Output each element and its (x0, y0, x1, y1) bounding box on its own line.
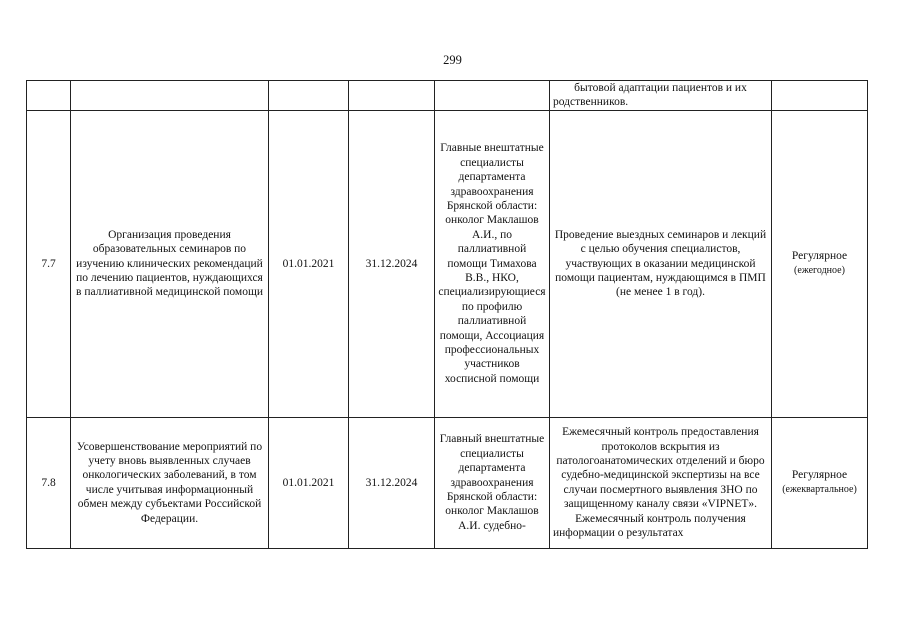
periodicity-note: (ежегодное) (794, 264, 845, 276)
action-plan-table (26, 80, 868, 549)
row-number-cell (27, 81, 71, 111)
result-cell: бытовой адаптации пациентов и их родственников. (550, 81, 772, 111)
activity-cell: Организация проведения образовательных семинаров по изучению клинических рекомендаций по лечению пациентов, нуждающихся в паллиативной медицинской помощи (71, 110, 269, 417)
table-row (27, 417, 868, 548)
periodicity-cell (772, 81, 868, 111)
activity-cell (71, 81, 269, 111)
result-cell: Проведение выездных семинаров и лекций с целью обучения специалистов, участвующих в оказании медицинской помощи пациентам, нуждающимся в ПМП (не менее 1 в год). (550, 110, 772, 417)
start-date-cell (269, 81, 349, 111)
result-cell: Ежемесячный контроль предоставления протоколов вскрытия из патологоанатомических отделений и бюро судебно-медицинской экспертизы на все случаи посмертного выявления ЗНО по защищенному каналу связи «VIPNET». Ежемесячный контроль получения информации о результатах (550, 417, 772, 548)
periodicity-note: (ежеквартальное) (782, 483, 857, 495)
end-date-cell (349, 81, 435, 111)
page-number: 299 (443, 53, 462, 67)
table-row (27, 110, 868, 417)
periodicity-label: Регулярное (791, 469, 848, 482)
end-date-cell: 31.12.2024 (349, 110, 435, 417)
responsible-cell (435, 81, 550, 111)
end-date-cell: 31.12.2024 (349, 417, 435, 548)
row-number-cell: 7.8 (27, 417, 71, 548)
row-number-cell: 7.7 (27, 110, 71, 417)
table-row (27, 81, 868, 111)
periodicity-label: Регулярное (791, 250, 848, 263)
start-date-cell: 01.01.2021 (269, 417, 349, 548)
activity-cell: Усовершенствование мероприятий по учету вновь выявленных случаев онкологических заболеваний, в том числе учитывая информационный обмен между субъектами Российской Федерации. (71, 417, 269, 548)
start-date-cell: 01.01.2021 (269, 110, 349, 417)
responsible-cell: Главные внештатные специалисты департамента здравоохранения Брянской области: онколог Маклашов А.И., по паллиативной помощи Тимахова В.В., НКО, специализирующиеся по профилю паллиативной помощи, Ассоциация профессиональных участников хосписной помощи (435, 110, 550, 417)
periodicity-cell (772, 417, 868, 548)
periodicity-cell (772, 110, 868, 417)
responsible-cell: Главный внештатные специалисты департамента здравоохранения Брянской области: онколог Маклашов А.И. судебно- (435, 417, 550, 548)
